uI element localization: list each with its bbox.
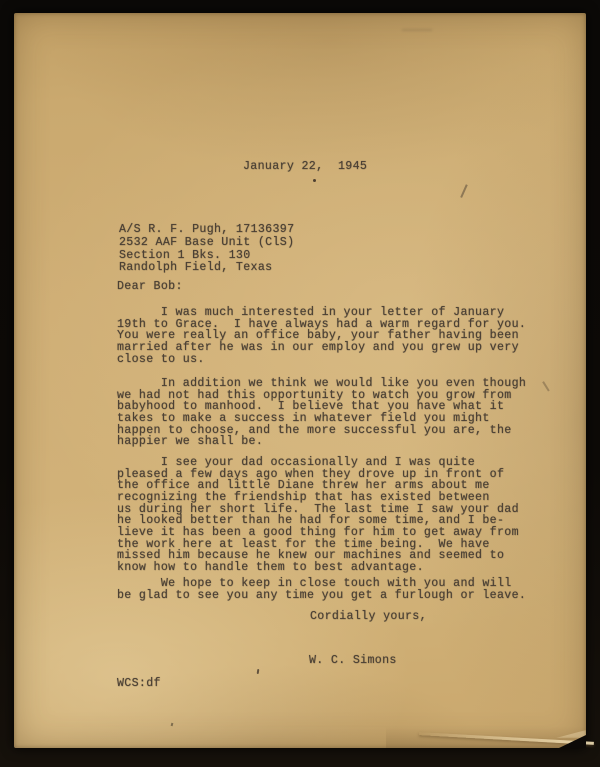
ink-speck bbox=[313, 179, 316, 182]
paragraph-2: In addition we think we would like you even though we had not had this opportunity to watch you grow from babyhood to manhood. I believe that you have what it takes to make a success in whatever field you might happen to choose, and the more successful you are, the happier we shall be. bbox=[117, 377, 527, 449]
signature-name: W. C. Simons bbox=[309, 654, 397, 667]
stray-type-mark bbox=[257, 669, 260, 674]
faint-smudge bbox=[402, 29, 432, 31]
paragraph-1: I was much interested in your letter of January 19th to Grace. I have always had a warm regard for you. You were really an office baby, your father having been married after he was in our employ and you grew up very close to us. bbox=[117, 306, 527, 366]
complimentary-closing: Cordially yours, bbox=[310, 610, 427, 623]
recipient-address: A/S R. F. Pugh, 17136397 2532 AAF Base Unit (ClS) Section 1 Bks. 130 Randolph Field, Texas bbox=[119, 223, 295, 275]
typist-initials: WCS:df bbox=[117, 677, 161, 690]
pencil-squiggle-mark bbox=[542, 381, 549, 391]
paragraph-4: We hope to keep in close touch with you and will be glad to see you any time you get a furlough or leave. bbox=[117, 577, 527, 602]
paragraph-3: I see your dad occasionally and I was quite pleased a few days ago when they drove up in front of the office and little Diane threw her arms about me recognizing the friendship that has existed between us during her short life. The last time I saw your dad he looked better than he had for some time, and I be- lieve it has been a good thing for him to get away from the work here at least for the time being. We have missed him because he knew our machines and seemed to know how to handle them to best advantage. bbox=[117, 456, 519, 574]
paper-speck bbox=[171, 723, 174, 726]
letter-page bbox=[14, 13, 586, 748]
pencil-slash-mark bbox=[460, 184, 467, 197]
letter-date: January 22, 1945 bbox=[243, 160, 368, 173]
salutation: Dear Bob: bbox=[117, 280, 183, 293]
